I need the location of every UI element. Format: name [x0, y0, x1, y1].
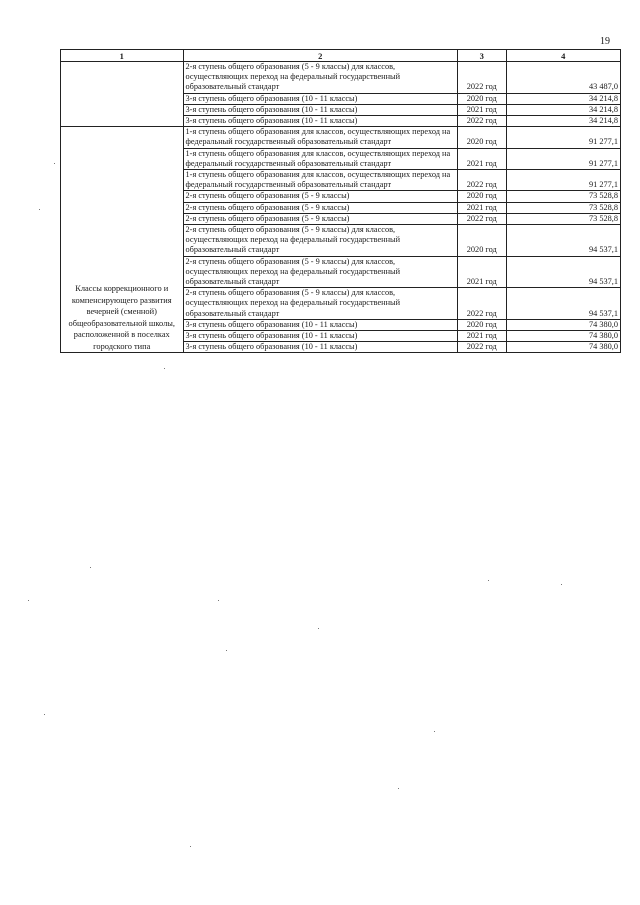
year-cell: 2021 год [457, 148, 506, 169]
year-cell: 2022 год [457, 288, 506, 320]
year-cell: 2020 год [457, 127, 506, 148]
description-cell: 3-я ступень общего образования (10 - 11 классы) [183, 319, 457, 330]
column-header-1: 1 [61, 50, 184, 62]
year-cell: 2022 год [457, 213, 506, 224]
year-cell: 2021 год [457, 104, 506, 115]
description-cell: 1-я ступень общего образования для классов, осуществляющих переход на федеральный государственный образовательный стандарт [183, 127, 457, 148]
table-row [61, 127, 621, 148]
scan-speck [488, 580, 489, 581]
year-cell: 2020 год [457, 93, 506, 104]
column-header-4: 4 [506, 50, 620, 62]
table-row [61, 62, 621, 94]
column-header-3: 3 [457, 50, 506, 62]
scan-speck [39, 209, 40, 210]
description-cell: 2-я ступень общего образования (5 - 9 классы) для классов, осуществляющих переход на федеральный государственный образовательный стандарт [183, 288, 457, 320]
scan-speck [434, 731, 435, 732]
description-cell: 2-я ступень общего образования (5 - 9 классы) [183, 213, 457, 224]
amount-cell: 91 277,1 [506, 170, 620, 191]
description-cell: 1-я ступень общего образования для классов, осуществляющих переход на федеральный государственный образовательный стандарт [183, 148, 457, 169]
subsidy-norms-table [60, 49, 621, 353]
amount-cell: 74 380,0 [506, 342, 620, 353]
amount-cell: 34 214,8 [506, 116, 620, 127]
scan-speck [190, 846, 191, 847]
amount-cell: 91 277,1 [506, 148, 620, 169]
year-cell: 2022 год [457, 116, 506, 127]
amount-cell: 73 528,8 [506, 202, 620, 213]
year-cell: 2020 год [457, 191, 506, 202]
year-cell: 2021 год [457, 202, 506, 213]
amount-cell: 94 537,1 [506, 256, 620, 288]
amount-cell: 94 537,1 [506, 225, 620, 257]
year-cell: 2022 год [457, 62, 506, 94]
amount-cell: 73 528,8 [506, 191, 620, 202]
table-header-row [61, 50, 621, 62]
year-cell: 2021 год [457, 256, 506, 288]
scan-speck [226, 650, 227, 651]
amount-cell: 94 537,1 [506, 288, 620, 320]
description-cell: 3-я ступень общего образования (10 - 11 классы) [183, 116, 457, 127]
description-cell: 3-я ступень общего образования (10 - 11 классы) [183, 93, 457, 104]
table-body [61, 62, 621, 353]
scan-speck [44, 714, 45, 715]
amount-cell: 91 277,1 [506, 127, 620, 148]
page-number: 19 [600, 36, 610, 47]
scan-speck [164, 368, 165, 369]
amount-cell: 34 214,8 [506, 93, 620, 104]
amount-cell: 73 528,8 [506, 213, 620, 224]
year-cell: 2020 год [457, 225, 506, 257]
column-header-2: 2 [183, 50, 457, 62]
amount-cell: 74 380,0 [506, 331, 620, 342]
description-cell: 2-я ступень общего образования (5 - 9 классы) [183, 202, 457, 213]
description-cell: 2-я ступень общего образования (5 - 9 классы) для классов, осуществляющих переход на федеральный государственный образовательный стандарт [183, 256, 457, 288]
year-cell: 2020 год [457, 319, 506, 330]
category-cell: Классы коррекционного и компенсирующего развития вечерней (сменной) общеобразовательной школы, расположенной в поселках городского типа [61, 127, 184, 353]
scan-speck [90, 567, 91, 568]
scan-speck [218, 600, 219, 601]
amount-cell: 43 487,0 [506, 62, 620, 94]
year-cell: 2022 год [457, 342, 506, 353]
description-cell: 3-я ступень общего образования (10 - 11 классы) [183, 331, 457, 342]
scan-speck [561, 584, 562, 585]
description-cell: 2-я ступень общего образования (5 - 9 классы) [183, 191, 457, 202]
description-cell: 1-я ступень общего образования для классов, осуществляющих переход на федеральный государственный образовательный стандарт [183, 170, 457, 191]
year-cell: 2022 год [457, 170, 506, 191]
scan-speck [398, 788, 399, 789]
scan-speck [318, 628, 319, 629]
description-cell: 3-я ступень общего образования (10 - 11 классы) [183, 342, 457, 353]
scan-speck [54, 163, 55, 164]
description-cell: 2-я ступень общего образования (5 - 9 классы) для классов, осуществляющих переход на федеральный государственный образовательный стандарт [183, 225, 457, 257]
scan-speck [28, 600, 29, 601]
year-cell: 2021 год [457, 331, 506, 342]
amount-cell: 74 380,0 [506, 319, 620, 330]
category-cell-empty [61, 62, 184, 127]
description-cell: 3-я ступень общего образования (10 - 11 классы) [183, 104, 457, 115]
amount-cell: 34 214,8 [506, 104, 620, 115]
description-cell: 2-я ступень общего образования (5 - 9 классы) для классов, осуществляющих переход на федеральный государственный образовательный стандарт [183, 62, 457, 94]
